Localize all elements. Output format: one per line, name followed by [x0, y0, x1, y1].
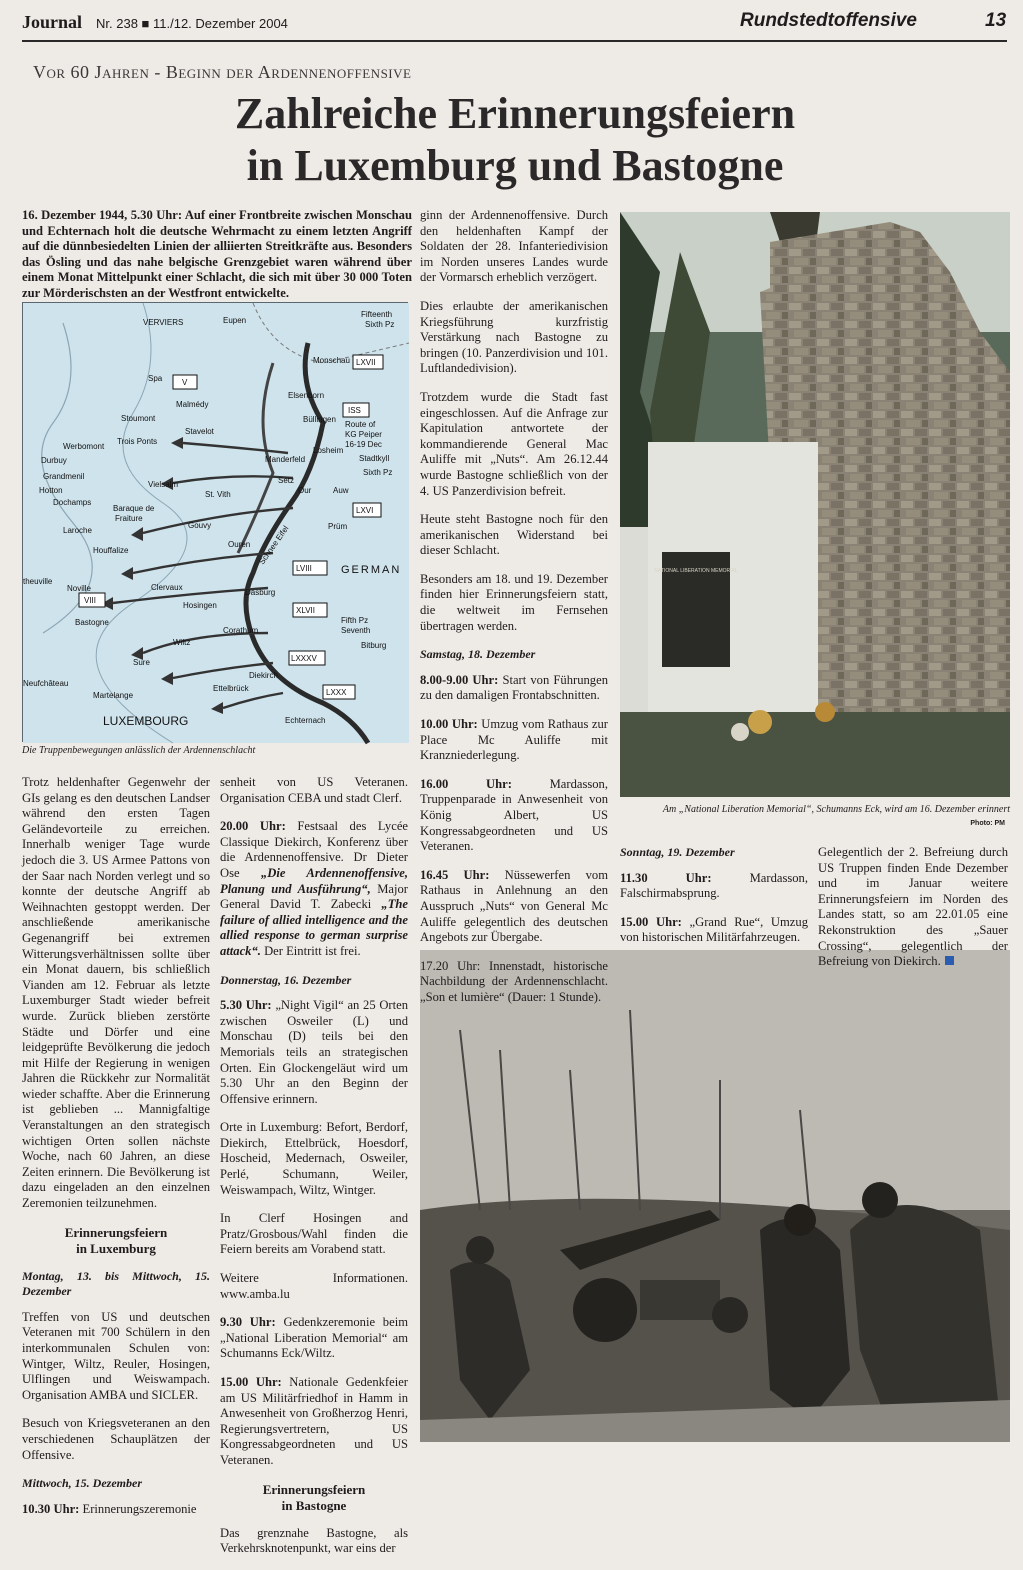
col3-time-2: 10.00 Uhr: [420, 717, 478, 732]
column-1 [22, 775, 210, 1530]
battle-photo [420, 950, 1010, 1442]
col3-paragraph-8 [420, 777, 608, 855]
headline [40, 88, 990, 192]
col3-paragraph-1: ginn der Ardennenoffensive. Durch den heldenhaften Kampf der Soldaten der 28. Infanteriedivision im Norden unseres Landes wurde der Vormarsch erheblich verzögert. [420, 208, 608, 285]
column-2 [220, 775, 408, 1570]
col3-event-2: Umzug vom Rathaus zur Place Mc Auliffe mit Kranzniederlegung. [420, 717, 608, 763]
map-label-gouvy: Gouvy [188, 521, 212, 530]
map-label-fraiture: Fraiture [115, 514, 143, 523]
col2-event-1e: Der Eintritt ist frei. [260, 943, 361, 958]
col2-event-1a: Festsaal des Lycée Classique Diekirch, Konferenz über die Ardennenoffensive. Dr Dieter Ose [220, 819, 408, 880]
col3-time-4: 16.45 Uhr: [420, 867, 490, 882]
map-label-peiper-3: 16-19 Dec [345, 440, 382, 449]
map-label-setz: Setz [278, 476, 295, 485]
col2-paragraph-9: Das grenznahe Bastogne, als Verkehrsknotenpunkt, war eins der [220, 1525, 408, 1556]
map-label-bastogne: Bastogne [75, 618, 109, 627]
map-label-peiper-2: KG Peiper [345, 430, 382, 439]
map-unit-lxxx: LXXX [326, 688, 347, 697]
section-header [740, 10, 1010, 32]
col1-event-1: Erinnerungszeremonie [79, 1501, 197, 1516]
map-label-losheim: Losheim [313, 446, 344, 455]
map-caption: Die Truppenbewegungen anlässlich der Ardennenschlacht [22, 745, 256, 756]
col1-paragraph-4 [22, 1502, 210, 1518]
map-label-auw: Auw [333, 486, 349, 495]
map-drawing [23, 303, 409, 743]
map-unit-lxxxv: LXXXV [291, 654, 317, 663]
col2-event-1b: „Die Ardennenoffensive, Planung und Ausführung“, [220, 865, 408, 896]
map-label-neufchateau: Neufchâteau [23, 679, 69, 688]
col4-paragraph-2 [620, 915, 808, 946]
col4-event-1: Mardasson, Falschirmabsprung. [620, 870, 809, 901]
map-label-baraque: Baraque de [113, 504, 155, 513]
map-label-fifth-pz: Fifth Pz [341, 616, 369, 625]
map-unit-viii: VIII [84, 596, 97, 605]
col3-paragraph-9 [420, 868, 608, 946]
col2-event-2: „Night Vigil“ an 25 Orten zwischen Osweiler (L) und Monschau (D) teils bei den Memorials teils an strategischen Orten. Ein Glockengeläut wird um 5.30 Uhr an den Beginn der Offensive erinnern. [220, 998, 409, 1106]
col2-paragraph-7 [220, 1315, 408, 1362]
map-label-elsenborn: Elsenborn [288, 391, 325, 400]
map-label-manderfeld: Manderfeld [265, 455, 306, 464]
map-label-st-vith: St. Vith [205, 490, 231, 499]
col1-paragraph-1: Trotz heldenhafter Gegenwehr der GIs gelang es den deutschen Landser während den ersten Tagen Geländevorteile zu erreichen. Innerhalb weniger Tage wurde jedoch die 3. US Armee Pattons von der Saar nach Norden verlegt und so konnte der deutsche Angriff ab Weihnachten gestoppt werden. Der anschließende amerikanische Gegenangriff bei extremen Witterungsverhältnissen sollte über ein Monat dauern, bis schließlich Vianden am 12. Februar als letzte Luxemburger Stadt wieder befreit wurde. Zurück blieben zerstörte Städte und Dörfer und eine leidgeprüfte Bevölkerung die jedoch mit Hilfe der Regierung in wenigen Jahren die Rückkehr zur Normalität wieder schaffte. Aber die Erinnerung ist geblieben ... Mannigfaltige Veranstaltungen an den strategisch wichtigen Orten sollen nächste Woche, nach 60 Jahren, an diese Zeiten erinnern. Die Bevölkerung ist dazu eingeladen an den einzelnen Zeremonien teilzunehmen. [22, 775, 210, 1211]
map-label-dochamps: Dochamps [53, 498, 92, 507]
map-label-sixth-pz: Sixth Pz [365, 320, 395, 329]
col4-date-1: Sonntag, 19. Dezember [620, 845, 735, 859]
col2-paragraph-6: Weitere Informationen. www.amba.lu [220, 1271, 408, 1301]
col2-paragraph-2 [220, 819, 408, 959]
col2-event-1c: Major General David T. Zabecki [220, 881, 408, 912]
col5-paragraph-1 [818, 845, 1008, 970]
map-label-martelange: Martelange [93, 691, 134, 700]
masthead [22, 12, 288, 33]
col1-section-heading [22, 1225, 210, 1257]
col3-paragraph-2: Dies erlaubte der amerikanischen Kriegsführung kurzfristig Verstärkung nach Bastogne zu bringen (10. Panzerdivision und 101. Luftlandedivision). [420, 298, 608, 376]
map-label-stadtkyll: Stadtkyll [359, 454, 390, 463]
map-label-spa: Spa [148, 374, 163, 383]
map-label-prum: Prüm [328, 522, 348, 531]
map-unit-lxvi: LXVI [356, 506, 374, 515]
map-label-trois-ponts: Trois Ponts [117, 437, 158, 446]
map-unit-iss: ISS [348, 406, 361, 415]
map-label-corathum: Corathum [223, 626, 259, 635]
col2-time-1: 20.00 Uhr: [220, 819, 286, 834]
col3-time-1: 8.00-9.00 Uhr: [420, 672, 499, 687]
map-label-clervaux: Clervaux [151, 583, 183, 592]
col2-paragraph-8 [220, 1375, 408, 1469]
map-label-hosingen: Hosingen [183, 601, 217, 610]
col2-paragraph-5: In Clerf Hosingen and Pratz/Grosbous/Wahl finden die Feiern bereits am Vorabend statt. [220, 1211, 408, 1257]
map-label-eupen: Eupen [223, 316, 247, 325]
col3-paragraph-5: Besonders am 18. und 19. Dezember finden hier Erinnerungsfeiern statt, die weltweit im Fernsehen übertragen werden. [420, 571, 608, 633]
col1-time-1: 10.30 Uhr: [22, 1501, 80, 1516]
paper-name: Journal [22, 12, 83, 32]
memorial-illustration [620, 212, 1010, 797]
headline-line-2: in Luxemburg und Bastogne [246, 141, 784, 190]
col4-time-1: 11.30 Uhr: [620, 870, 712, 885]
map-unit-xlvii: XLVII [296, 606, 315, 615]
col2-event-4: Nationale Gedenkfeier am US Militärfriedhof in Hamm in Anwesenheit von Großherzog Henri, Regierungsvertretern, US Kongressabgeordneten und US Veteranen. [220, 1375, 408, 1467]
col2-time-3: 9.30 Uhr: [220, 1315, 276, 1330]
memorial-photo [620, 212, 1010, 797]
headline-line-1: Zahlreiche Erinnerungsfeiern [234, 89, 796, 138]
map-label-diekirch: Diekirch [249, 671, 278, 680]
map-label-stoumont: Stoumont [121, 414, 156, 423]
col2-section-heading-line-2: in Bastogne [281, 1497, 347, 1513]
issue-info: Nr. 238 ■ 11./12. Dezember 2004 [96, 16, 288, 31]
map-label-werbomont: Werbomont [63, 442, 105, 451]
map-label-laroche: Laroche [63, 526, 92, 535]
memorial-caption: Am „National Liberation Memorial“, Schumanns Eck, wird am 16. Dezember erinnert [662, 804, 1010, 815]
col3-time-3: 16.00 Uhr: [420, 776, 512, 791]
map-label-echternach: Echternach [285, 716, 326, 725]
col3-paragraph-10: 17.20 Uhr: Innenstadt, historische Nachbildung der Ardennenschlacht. „Son et lumière“ (Dauer: 1 Stunde). [420, 958, 608, 1004]
col2-time-4: 15.00 Uhr: [220, 1375, 282, 1389]
map-label-wiltz: Wiltz [173, 638, 191, 647]
map-label-seventh: Seventh [341, 626, 371, 635]
map-label-durbuy: Durbuy [41, 456, 67, 465]
col2-paragraph-1: senheit von US Veteranen. Organisation CEBA und stadt Clerf. [220, 775, 408, 805]
col2-event-1d: „The failure of allied intelligence and the allied response to german surprise attack“. [220, 897, 408, 958]
map-label-ouren: Ouren [228, 540, 251, 549]
col2-paragraph-4: Orte in Luxemburg: Befort, Berdorf, Diekirch, Ettelbrück, Hoesdorf, Hoscheid, Medernach, Osweiler, Perlé, Schumann, Weiler, Weiswampach, Wiltz, Wintger. [220, 1120, 408, 1197]
map-label-luxembourg: LUXEMBOURG [103, 714, 189, 728]
col2-date-1: Donnerstag, 16. Dezember [220, 972, 352, 987]
map-label-grandmenil: Grandmenil [43, 472, 85, 481]
map-label-ettelbruck: Ettelbrück [213, 684, 249, 693]
map-unit-lxvii: LXVII [356, 358, 376, 367]
plaque-text: NATIONAL LIBERATION MEMORIAL [654, 568, 738, 574]
col4-event-2: „Grand Rue“, Umzug von historischen Militärfahrzeugen. [620, 914, 808, 945]
map-label-houffalize: Houffalize [93, 546, 129, 555]
map-label-dasburg: Dasburg [245, 588, 276, 597]
col3-paragraph-3: Trotzdem wurde die Stadt fast eingeschlossen. Auf die Anfrage zur Kapitulation antwortete der kommandierende General Mac Auliffe mit „Nuts“. Am 26.12.44 wurde Bastogne schließlich von der 4. US Panzerdivision befreit. [420, 389, 608, 498]
map-label-monschau: Monschau [313, 356, 350, 365]
col4-paragraph-1 [620, 871, 808, 902]
col3-paragraph-6 [420, 673, 608, 704]
map-label-peiper: Route of [345, 420, 376, 429]
lead-paragraph: 16. Dezember 1944, 5.30 Uhr: Auf einer Frontbreite zwischen Monschau und Echternach holt die deutsche Wehrmacht zu einem letzten Angriff auf die dünnbesiedelten Linien der alliierten Streitkräfte aus. Besonders das Ösling und das nahe belgische Grenzgebiet waren während über einem Monat Mittelpunkt einer Schlacht, die sich mit über 30 000 Toten zur Mörderischsten an der Westfront entwickelte. [22, 208, 412, 300]
col1-date-1: Montag, 13. bis Mittwoch, 15. Dezember [22, 1268, 210, 1299]
col3-paragraph-7 [420, 717, 608, 764]
map-label-sixth-pz-2: Sixth Pz [363, 468, 393, 477]
col2-section-heading-line-1: Erinnerungsfeiern [262, 1481, 366, 1497]
col2-paragraph-3 [220, 998, 408, 1107]
column-3 [420, 208, 608, 1019]
col3-event-1: Start von Führungen zu den damaligen Frontabschnitten. [420, 672, 608, 703]
map-label-malmedy: Malmédy [176, 400, 209, 409]
header-rule [22, 40, 1007, 42]
col3-date-1: Samstag, 18. Dezember [420, 647, 536, 662]
section-title: Rundstedtoffensive [740, 10, 918, 31]
map-label-stavelot: Stavelot [185, 427, 214, 436]
photo-credit: Photo: PM [970, 820, 1005, 827]
page-number: 13 [985, 10, 1007, 31]
col3-event-3: Mardasson, Truppenparade in Anwesenheit von König Albert, US Kongressabgeordneten und US Veteranen. [420, 776, 608, 854]
map-label-german: GERMAN [341, 564, 402, 576]
map-label-our: Our [298, 486, 312, 495]
col2-time-2: 5.30 Uhr: [220, 998, 272, 1013]
map-label-schnee-eifel: Schnee Eifel [257, 524, 291, 567]
battle-illustration [420, 950, 1010, 1442]
battle-map [22, 302, 408, 742]
kicker: Vor 60 Jahren - Beginn der Ardennenoffensive [33, 62, 412, 82]
col4-time-2: 15.00 Uhr: [620, 914, 682, 929]
column-5 [818, 845, 1008, 983]
col1-paragraph-3: Besuch von Kriegsveteranen an den verschiedenen Schauplätzen der Offensive. [22, 1416, 210, 1462]
col1-date-2: Mittwoch, 15. Dezember [22, 1476, 142, 1491]
map-label-hotton: Hotton [39, 486, 63, 495]
map-label-verviers: VERVIERS [143, 318, 184, 327]
col5-text: Gelegentlich der 2. Befreiung durch US Truppen finden Ende Dezember und im Januar weitere Erinnerungsfeiern im Norden des Landes statt, so am 22.01.05 eine Rekonstruktion des „Sauer Crossing“, gelegentlich der Befreiung von Diekirch. [818, 845, 1008, 969]
col1-paragraph-2: Treffen von US und deutschen Veteranen mit 700 Schülern in den interkommunalen Schulen von: Wintger, Wiltz, Reuler, Hosingen, Ulflingen und Weiswampach. Organisation AMBA und SICLER. [22, 1309, 210, 1402]
col3-paragraph-4: Heute steht Bastogne noch für den amerikanischen Widerstand bei dieser Schlacht. [420, 512, 608, 558]
map-label-fifteenth: Fifteenth [361, 310, 393, 319]
col3-event-4: Nüssewerfen vom Rathaus in Anlehnung an den Ausspruch „Nuts“ von General Mc Auliffe gelegentlich des deutschen Angebots zur Übergabe. [420, 867, 608, 945]
map-label-sure: Sure [133, 658, 150, 667]
col1-section-heading-line-1: Erinnerungsfeiern [64, 1224, 168, 1240]
map-unit-lviii: LVIII [296, 564, 312, 573]
col1-section-heading-line-2: in Luxemburg [76, 1240, 156, 1256]
map-label-vielsalm: Vielsalm [148, 480, 179, 489]
map-label-noville: Noville [67, 584, 92, 593]
map-label-bitburg: Bitburg [361, 641, 387, 650]
map-unit-v: V [182, 378, 188, 387]
col2-event-3: Gedenkzeremonie beim „National Liberation Memorial“ am Schumanns Eck/Wiltz. [220, 1315, 408, 1361]
map-label-theuville: theuville [23, 577, 53, 586]
map-label-bullingen: Büllingen [303, 415, 336, 424]
end-mark-icon [945, 956, 954, 965]
column-4 [620, 845, 808, 959]
col2-section-heading [220, 1482, 408, 1514]
